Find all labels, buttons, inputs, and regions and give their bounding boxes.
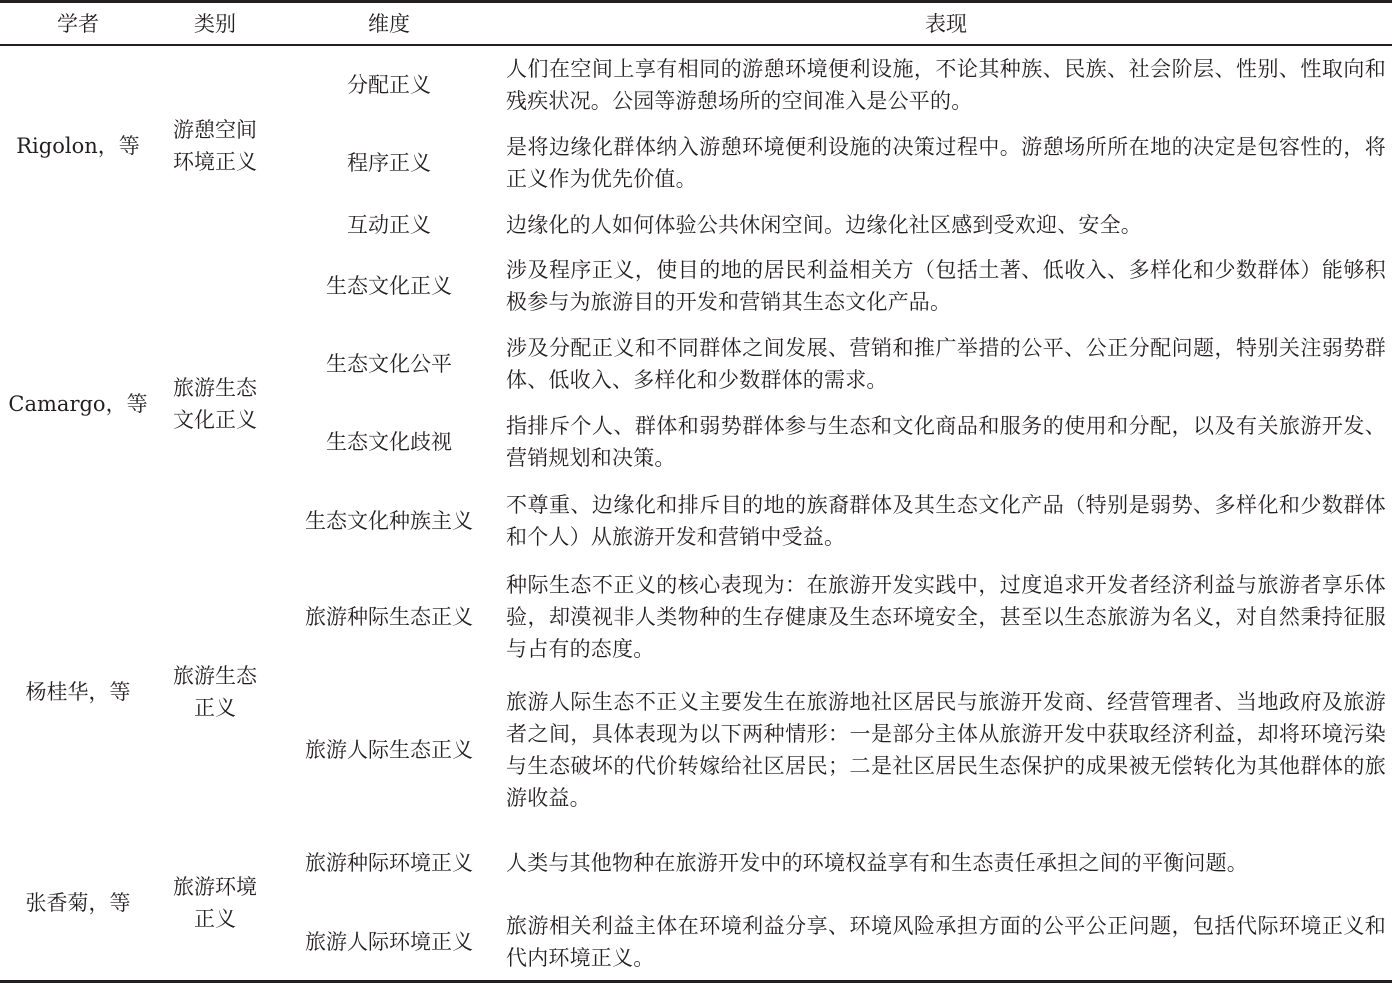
category-cell: 游憩空间环境正义	[173, 118, 257, 174]
scholar-cell: Camargo，等	[8, 392, 148, 416]
dimension-cell: 生态文化正义	[326, 274, 452, 298]
manifestation-cell: 人类与其他物种在旅游开发中的环境权益享有和生态责任承担之间的平衡问题。	[506, 851, 1248, 875]
manifestation-cell: 是将边缘化群体纳入游憩环境便利设施的决策过程中。游憩场所所在地的决定是包容性的，将正义作为优先价值。	[506, 135, 1386, 191]
manifestation-cell: 指排斥个人、群体和弱势群体参与生态和文化商品和服务的使用和分配，以及有关旅游开发、营销规划和决策。	[506, 414, 1386, 470]
category-cell: 旅游生态正义	[173, 664, 257, 720]
dimension-cell: 旅游人际环境正义	[305, 930, 473, 954]
header-category: 类别	[194, 12, 236, 36]
top-rule	[0, 0, 1392, 3]
dimension-cell: 生态文化种族主义	[305, 509, 473, 533]
header-rule	[0, 44, 1392, 46]
bottom-rule	[0, 980, 1392, 983]
header-manifestation: 表现	[925, 12, 967, 36]
manifestation-cell: 不尊重、边缘化和排斥目的地的族裔群体及其生态文化产品（特别是弱势、多样化和少数群体和个人）从旅游开发和营销中受益。	[506, 493, 1386, 549]
scholar-cell: 张香菊，等	[25, 891, 131, 915]
manifestation-cell: 涉及分配正义和不同群体之间发展、营销和推广举措的公平、公正分配问题，特别关注弱势群体、低收入、多样化和少数群体的需求。	[506, 336, 1386, 392]
scholar-cell: 杨桂华，等	[25, 680, 131, 704]
category-cell: 旅游生态文化正义	[173, 376, 257, 432]
dimension-cell: 生态文化公平	[326, 352, 452, 376]
manifestation-cell: 旅游相关利益主体在环境利益分享、环境风险承担方面的公平公正问题，包括代际环境正义和代内环境正义。	[506, 914, 1386, 970]
manifestation-cell: 种际生态不正义的核心表现为：在旅游开发实践中，过度追求开发者经济利益与旅游者享乐体验，却漠视非人类物种的生存健康及生态环境安全，甚至以生态旅游为名义，对自然秉持征服与占有的态度。	[506, 573, 1386, 661]
scholar-cell: Rigolon，等	[16, 134, 140, 158]
dimension-cell: 程序正义	[347, 151, 431, 175]
manifestation-cell: 旅游人际生态不正义主要发生在旅游地社区居民与旅游开发商、经营管理者、当地政府及旅游者之间，具体表现为以下两种情形：一是部分主体从旅游开发中获取经济利益，却将环境污染与生态破坏的代价转嫁给社区居民；二是社区居民生态保护的成果被无偿转化为其他群体的旅游收益。	[506, 690, 1386, 810]
dimension-cell: 分配正义	[347, 73, 431, 97]
dimension-cell: 旅游种际环境正义	[305, 851, 473, 875]
manifestation-cell: 涉及程序正义，使目的地的居民利益相关方（包括土著、低收入、多样化和少数群体）能够积极参与为旅游目的开发和营销其生态文化产品。	[506, 258, 1386, 314]
dimension-cell: 旅游人际生态正义	[305, 738, 473, 762]
category-cell: 旅游环境正义	[173, 875, 257, 931]
header-dimension: 维度	[368, 12, 410, 36]
header-scholar: 学者	[57, 12, 99, 36]
manifestation-cell: 人们在空间上享有相同的游憩环境便利设施，不论其种族、民族、社会阶层、性别、性取向和残疾状况。公园等游憩场所的空间准入是公平的。	[506, 57, 1386, 113]
dimension-cell: 生态文化歧视	[326, 430, 452, 454]
manifestation-cell: 边缘化的人如何体验公共休闲空间。边缘化社区感到受欢迎、安全。	[506, 213, 1142, 237]
dimension-cell: 旅游种际生态正义	[305, 605, 473, 629]
dimension-cell: 互动正义	[347, 213, 431, 237]
